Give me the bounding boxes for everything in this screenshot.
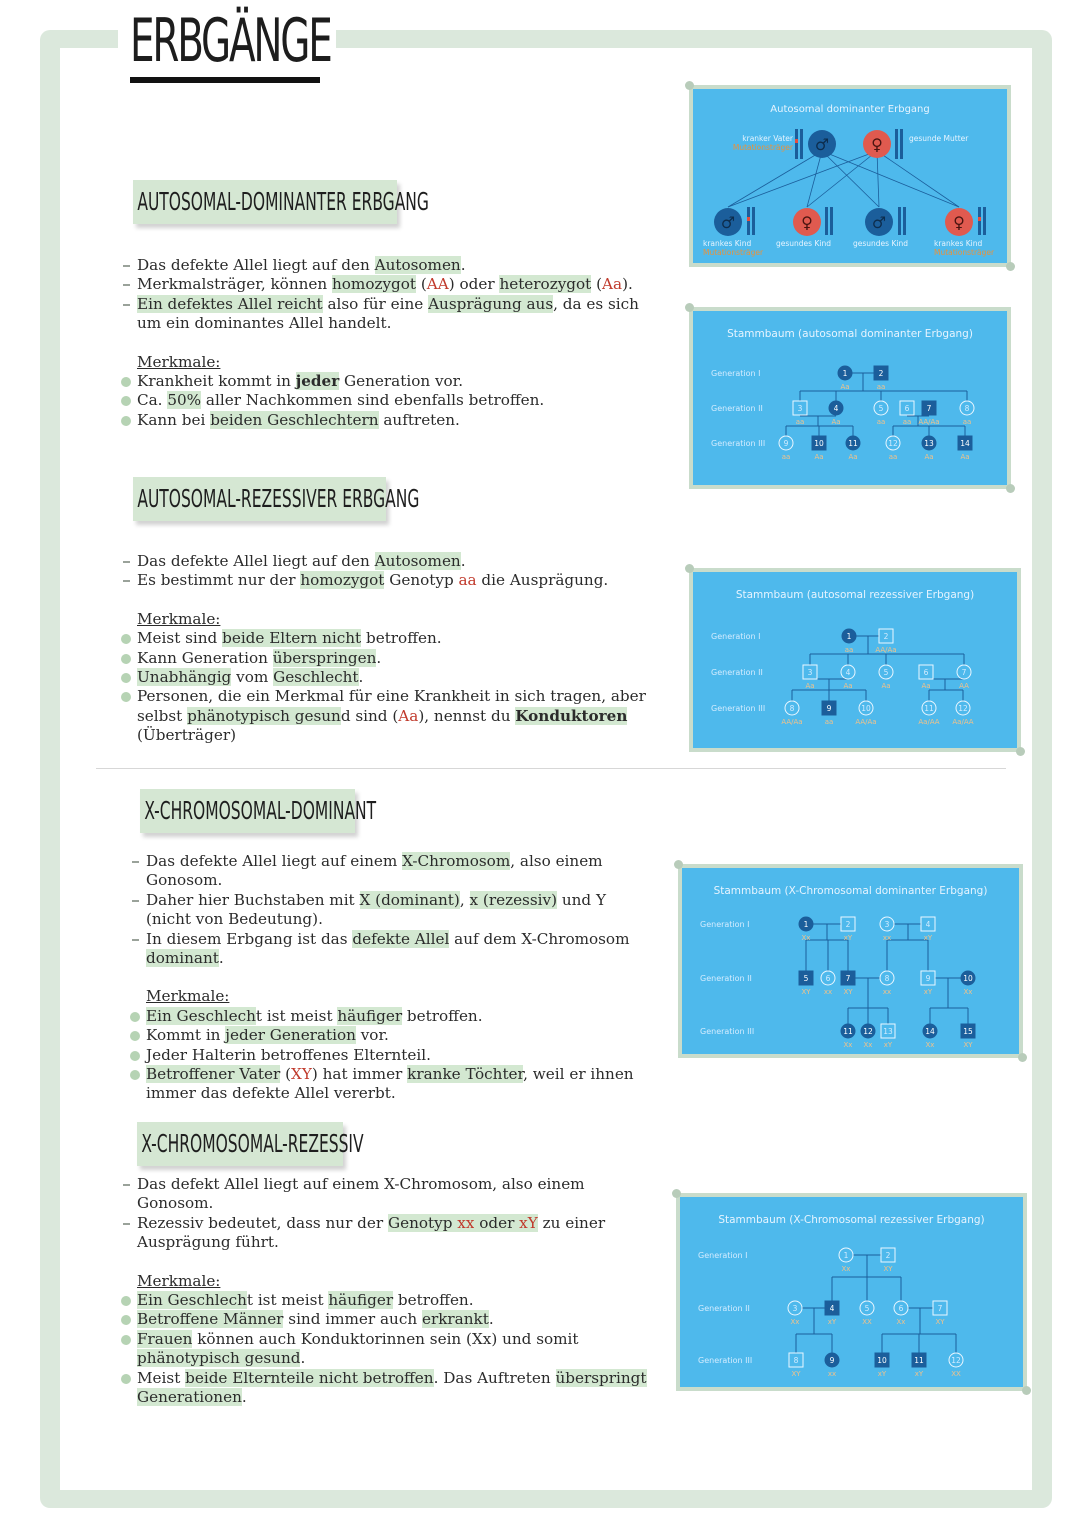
person-number: 4 (833, 404, 839, 413)
pedigree-svg (693, 572, 1017, 748)
genotype-label: AA/Aa (781, 718, 803, 726)
person-number: 5 (803, 974, 809, 983)
genotype-label: aa (824, 718, 834, 726)
text-x-recessive (123, 1175, 653, 1407)
genotype-label: xY (843, 934, 853, 942)
corner-dot (1018, 1053, 1027, 1062)
mutation-mark (747, 217, 750, 221)
panel-1-bg (693, 89, 1007, 263)
genotype-label: xx (882, 934, 892, 942)
person-number: 7 (961, 668, 967, 677)
person-number: 12 (863, 1027, 873, 1036)
merkmal-item: Meist sind beide Eltern nicht betroffen. (123, 629, 653, 648)
corner-dot (685, 564, 694, 573)
section-divider (96, 768, 1006, 769)
male-icon: ♂ (814, 135, 830, 154)
chromosome (903, 207, 906, 235)
generation-label: Generation I (711, 369, 761, 378)
person-number: 4 (845, 668, 851, 677)
bullet: Rezessiv bedeutet, dass nur der Genotyp xx oder xY zu einer Ausprägung führt. (123, 1214, 653, 1253)
genotype-label: Aa (831, 418, 841, 426)
merkmal-item-plain: Jeder Halterin betroffenes Elternteil. (132, 1046, 652, 1065)
text-autosomal-recessive (123, 552, 653, 746)
chromosome (825, 207, 828, 235)
person-number: 8 (964, 404, 970, 413)
person-number: 7 (926, 404, 932, 413)
genotype-label: Xx (963, 988, 973, 996)
corner-dot (1006, 262, 1015, 271)
generation-label: Generation III (711, 704, 766, 713)
genotype-label: xY (914, 1370, 924, 1378)
genotype-label: Aa/AA (918, 718, 940, 726)
genotype-label: aa (795, 418, 805, 426)
genotype-label: Xx (843, 1041, 853, 1049)
panel-pedigree-x-dominant (678, 864, 1023, 1058)
person-number: 2 (845, 920, 851, 929)
generation-label: Generation I (698, 1251, 748, 1260)
genotype-label: xY (883, 1041, 893, 1049)
genotype-label: Xx (896, 1318, 906, 1326)
genotype-label: AA (959, 682, 969, 690)
genotype-label: xx (823, 988, 833, 996)
female-icon: ♀ (801, 213, 813, 232)
merkmal-item: Unabhängig vom Geschlecht. (123, 668, 653, 687)
genotype-label: Aa (924, 453, 934, 461)
genotype-label: xY (827, 1318, 837, 1326)
chromosome (752, 207, 755, 235)
chromosome (795, 129, 798, 159)
male-icon: ♂ (871, 213, 887, 232)
genotype-label: xx (882, 988, 892, 996)
person-number: 1 (843, 1251, 849, 1260)
person-number: 7 (937, 1304, 943, 1313)
title-underline (130, 77, 320, 83)
person-number: 1 (803, 920, 809, 929)
bullet: Das defekte Allel liegt auf den Autosomen. (123, 256, 653, 275)
bullet: Merkmalsträger, können homozygot (AA) oder heterozygot (Aa). (123, 275, 653, 294)
person-number: 5 (878, 404, 884, 413)
generation-label: Generation I (711, 632, 761, 641)
person-number: 11 (843, 1027, 853, 1036)
chromosome (895, 129, 898, 159)
genotype-label: AA/Aa (918, 418, 940, 426)
person-number: 6 (825, 974, 831, 983)
person-number: 2 (883, 632, 889, 641)
child-label: gesundes Kind (776, 239, 831, 248)
genotype-label: aa (962, 418, 972, 426)
merkmal-item: Ca. 50% aller Nachkommen sind ebenfalls betroffen. (123, 391, 653, 410)
merkmal-item: Betroffene Männer sind immer auch erkrankt. (123, 1310, 653, 1329)
person-number: 9 (783, 439, 789, 448)
merkmal-item: Ein Geschlecht ist meist häufiger betroffen. (132, 1007, 652, 1026)
genotype-label: Xx (863, 1041, 873, 1049)
heading-autosomal-recessive: AUTOSOMAL-REZESSIVER ERBGANG (133, 477, 386, 521)
pedigree-svg (693, 311, 1007, 485)
panel-title: Autosomal dominanter Erbgang (770, 104, 930, 115)
corner-dot (685, 303, 694, 312)
genotype-label: aa (781, 453, 791, 461)
corner-dot (1022, 1386, 1031, 1395)
generation-label: Generation II (711, 404, 763, 413)
genotype-label: XX (951, 1370, 961, 1378)
pedigree-title: Stammbaum (autosomal rezessiver Erbgang) (735, 589, 975, 601)
male-icon: ♂ (720, 213, 736, 232)
genotype-label: XY (963, 1041, 973, 1049)
merkmale-label: Merkmale: (137, 352, 221, 371)
person-number: 12 (888, 439, 898, 448)
mutation-mark (795, 139, 798, 143)
genotype-label: AA/Aa (875, 646, 897, 654)
person-number: 2 (885, 1251, 891, 1260)
chromosome (898, 207, 901, 235)
child-label: krankes Kind (934, 239, 983, 248)
person-number: 8 (793, 1356, 799, 1365)
panel-1-svg (693, 89, 1007, 263)
merkmal-item: Meist beide Elternteile nicht betroffen. Das Auftreten überspringt Generationen. (123, 1369, 653, 1408)
genotype-label: Aa (840, 383, 850, 391)
page-title: ERBGÄNGE (130, 6, 331, 76)
genotype-label: XY (883, 1265, 893, 1273)
genotype-label: Aa/AA (952, 718, 974, 726)
merkmal-item: Frauen können auch Konduktorinnen sein (Xx) und somit phänotypisch gesund. (123, 1330, 653, 1369)
bullet: Das defekte Allel liegt auf einem X-Chromosom, also einem Gonosom. (132, 852, 652, 891)
person-number: 3 (797, 404, 803, 413)
pedigree-svg (682, 868, 1019, 1054)
person-number: 2 (878, 369, 884, 378)
person-number: 4 (925, 920, 931, 929)
person-number: 3 (807, 668, 813, 677)
heading-autosomal-dominant: AUTOSOMAL-DOMINANTER ERBGANG (133, 180, 397, 224)
pedigree-title: Stammbaum (X-Chromosomal rezessiver Erbgang) (718, 1214, 985, 1226)
genotype-label: Aa (960, 453, 970, 461)
bullet: Ein defektes Allel reicht also für eine Ausprägung aus, da es sich um ein dominantes Allel handelt. (123, 295, 653, 334)
person-number: 15 (963, 1027, 973, 1036)
genotype-label: XY (801, 988, 811, 996)
heading-x-dominant: X-CHROMOSOMAL-DOMINANT (140, 789, 355, 833)
panel-pedigree-autosomal-dominant (689, 307, 1011, 489)
person-number: 10 (963, 974, 973, 983)
child-label: krankes Kind (703, 239, 752, 248)
merkmal-item: Ein Geschlecht ist meist häufiger betroffen. (123, 1291, 653, 1310)
generation-label: Generation III (711, 439, 766, 448)
merkmale-label: Merkmale: (137, 1271, 221, 1290)
person-number: 12 (958, 704, 968, 713)
genotype-label: AA/Aa (855, 718, 877, 726)
panel-pedigree-autosomal-recessive (689, 568, 1021, 752)
generation-label: Generation II (700, 974, 752, 983)
genotype-label: XX (862, 1318, 872, 1326)
genotype-label: aa (876, 383, 886, 391)
father-sub: Mutationsträger (732, 143, 793, 152)
genotype-label: XY (843, 988, 853, 996)
heading-x-recessive: X-CHROMOSOMAL-REZESSIV (137, 1122, 343, 1166)
chromosome (900, 129, 903, 159)
person-number: 14 (960, 439, 970, 448)
mother-label: gesunde Mutter (909, 134, 969, 143)
genotype-label: xx (827, 1370, 837, 1378)
panel-autosomal-dominant-illustration (689, 85, 1011, 267)
genotype-label: Aa (881, 682, 891, 690)
person-number: 6 (898, 1304, 904, 1313)
pedigree-title: Stammbaum (autosomal dominanter Erbgang) (727, 328, 973, 340)
text-x-dominant (132, 852, 652, 1104)
merkmal-item: Kann Generation überspringen. (123, 649, 653, 668)
mutation-mark (978, 217, 981, 221)
person-number: 9 (829, 1356, 835, 1365)
female-icon: ♀ (871, 135, 883, 154)
bullet: Es bestimmt nur der homozygot Genotyp aa die Ausprägung. (123, 571, 653, 590)
genotype-label: Aa (921, 682, 931, 690)
generation-label: Generation I (700, 920, 750, 929)
female-icon: ♀ (953, 213, 965, 232)
pedigree-title: Stammbaum (X-Chromosomal dominanter Erbgang) (713, 885, 988, 897)
corner-dot (1006, 484, 1015, 493)
bullet: In diesem Erbgang ist das defekte Allel auf dem X-Chromosom dominant. (132, 930, 652, 969)
genotype-label: aa (888, 453, 898, 461)
person-number: 5 (883, 668, 889, 677)
text-autosomal-dominant (123, 256, 653, 430)
chromosome (983, 207, 986, 235)
genotype-label: Xx (841, 1265, 851, 1273)
panel-pedigree-x-recessive (676, 1193, 1027, 1391)
merkmal-item: Personen, die ein Merkmal für eine Krankheit in sich tragen, aber selbst phänotypisch gesund sind (Aa), nennst du Konduktoren (Überträger) (123, 687, 653, 745)
person-number: 5 (864, 1304, 870, 1313)
merkmale-label: Merkmale: (146, 987, 230, 1006)
genotype-label: Xx (790, 1318, 800, 1326)
child-label: gesundes Kind (853, 239, 908, 248)
father-label: kranker Vater (742, 134, 793, 143)
person-number: 12 (951, 1356, 961, 1365)
genotype-label: Xx (925, 1041, 935, 1049)
merkmal-item: Kommt in jeder Generation vor. (132, 1026, 652, 1045)
child-sub: Mutationsträger (703, 248, 764, 257)
chromosome (800, 129, 803, 159)
genotype-label: Aa (843, 682, 853, 690)
genotype-label: xY (923, 988, 933, 996)
person-number: 8 (884, 974, 890, 983)
bullet: Das defekt Allel liegt auf einem X-Chromosom, also einem Gonosom. (123, 1175, 653, 1214)
genotype-label: Aa (805, 682, 815, 690)
genotype-label: Aa (848, 453, 858, 461)
person-number: 1 (842, 369, 848, 378)
corner-dot (672, 1189, 681, 1198)
bullet: Das defekte Allel liegt auf den Autosomen. (123, 552, 653, 571)
genotype-label: XY (791, 1370, 801, 1378)
person-number: 6 (923, 668, 929, 677)
merkmale-label: Merkmale: (137, 609, 221, 628)
person-number: 11 (914, 1356, 924, 1365)
genotype-label: xY (923, 934, 933, 942)
person-number: 11 (848, 439, 858, 448)
person-number: 3 (792, 1304, 798, 1313)
corner-dot (685, 81, 694, 90)
person-number: 10 (877, 1356, 887, 1365)
person-number: 1 (846, 632, 852, 641)
child-sub: Mutationsträger (934, 248, 995, 257)
person-number: 14 (925, 1027, 935, 1036)
person-number: 8 (789, 704, 795, 713)
genotype-label: aa (902, 418, 912, 426)
person-number: 4 (829, 1304, 835, 1313)
generation-label: Generation II (711, 668, 763, 677)
person-number: 9 (925, 974, 931, 983)
genotype-label: Xx (801, 934, 811, 942)
merkmal-item: Betroffener Vater (XY) hat immer kranke Töchter, weil er ihnen immer das defekte Allel vererbt. (132, 1065, 652, 1104)
genotype-label: aa (844, 646, 854, 654)
bullet: Daher hier Buchstaben mit X (dominant), x (rezessiv) und Y (nicht von Bedeutung). (132, 891, 652, 930)
person-number: 3 (884, 920, 890, 929)
person-number: 9 (826, 704, 832, 713)
merkmal-item: Kann bei beiden Geschlechtern auftreten. (123, 411, 653, 430)
genotype-label: xY (877, 1370, 887, 1378)
genotype-label: XY (935, 1318, 945, 1326)
genotype-label: Aa (814, 453, 824, 461)
person-number: 6 (904, 404, 910, 413)
person-number: 11 (924, 704, 934, 713)
chromosome (830, 207, 833, 235)
person-number: 10 (814, 439, 824, 448)
generation-label: Generation III (698, 1356, 753, 1365)
genotype-label: aa (876, 418, 886, 426)
corner-dot (1016, 747, 1025, 756)
person-number: 10 (861, 704, 871, 713)
person-number: 13 (924, 439, 934, 448)
generation-label: Generation II (698, 1304, 750, 1313)
person-number: 7 (845, 974, 851, 983)
generation-label: Generation III (700, 1027, 755, 1036)
pedigree-svg (680, 1197, 1023, 1387)
corner-dot (674, 860, 683, 869)
person-number: 13 (883, 1027, 893, 1036)
merkmal-item: Krankheit kommt in jeder Generation vor. (123, 372, 653, 391)
